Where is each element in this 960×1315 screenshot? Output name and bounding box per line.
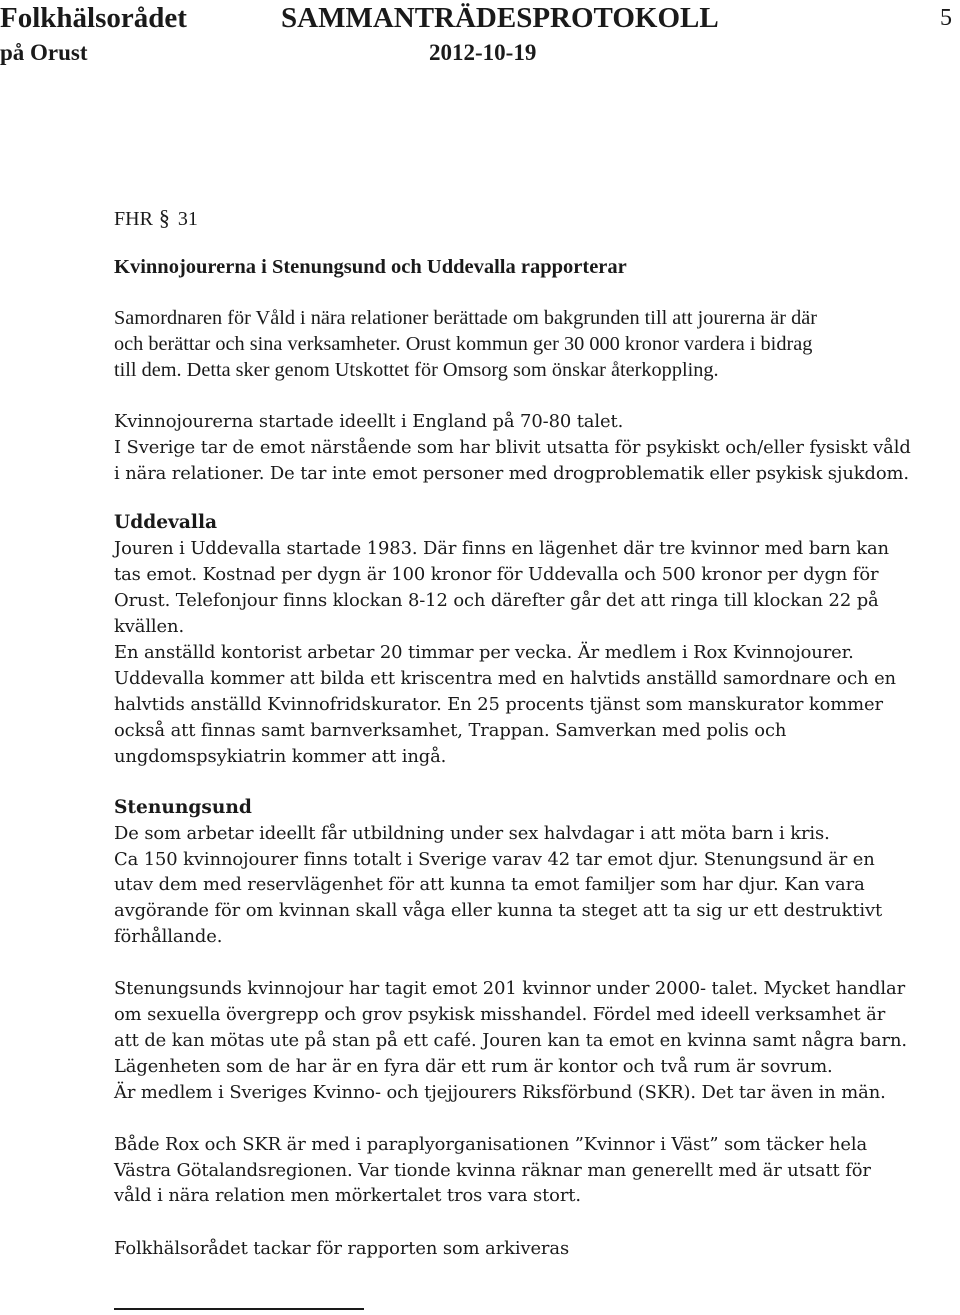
umbrella-organisation-paragraph — [114, 1132, 934, 1210]
text-line: i nära relationer. De tar inte emot personer med drogproblematik eller psykisk sjukdom. — [114, 462, 909, 484]
decision-paragraph — [114, 1236, 934, 1262]
stenungsund-report-paragraph — [114, 976, 934, 1106]
uddevalla-paragraph — [114, 536, 934, 769]
meeting-date: 2012-10-19 — [429, 40, 537, 65]
text-line: I Sverige tar de emot närstående som har blivit utsatta för psykiskt och/eller fysiskt våld — [114, 436, 911, 458]
text-line: Är medlem i Sveriges Kvinno- och tjejjourers Riksförbund (SKR). Det tar även in män. — [114, 1081, 886, 1103]
text-line: kvällen. — [114, 616, 185, 638]
text-line: utav dem med reservlägenhet för att kunna ta emot familjer som har djur. Kan vara — [114, 874, 865, 896]
text-line: Orust. Telefonjour finns klockan 8-12 och därefter går det att ringa till klockan 22 på — [114, 590, 879, 612]
text-line: Stenungsunds kvinnojour har tagit emot 201 kvinnor under 2000- talet. Mycket handlar — [114, 978, 906, 1000]
background-paragraph — [114, 409, 934, 487]
text-line: Både Rox och SKR är med i paraplyorganisationen ”Kvinnor i Väst” som täcker hela — [114, 1133, 868, 1155]
text-line: De som arbetar ideellt får utbildning under sex halvdagar i att möta barn i kris. — [114, 822, 830, 844]
item-heading: Kvinnojourerna i Stenungsund och Uddevalla rapporterar — [114, 256, 627, 278]
text-line: ungdomspsykiatrin kommer att ingå. — [114, 745, 447, 767]
text-line: halvtids anställd Kvinnofridskurator. En 25 procents tjänst som manskurator kommer — [114, 693, 883, 715]
protocol-body — [114, 254, 934, 1262]
text-line: och berättar och sina verksamheter. Orust kommun ger 30 000 kronor vardera i bidrag — [114, 332, 813, 355]
intro-paragraph — [114, 306, 934, 384]
text-line: Samordnaren för Våld i nära relationer berättade om bakgrunden till att jourerna är där — [114, 307, 817, 329]
stenungsund-heading: Stenungsund — [114, 796, 252, 818]
text-line: Jouren i Uddevalla startade 1983. Där finns en lägenhet där tre kvinnor med barn kan — [114, 538, 889, 560]
header-location: på Orust — [0, 40, 88, 65]
section-prefix: FHR — [114, 208, 153, 230]
text-line: också att finnas samt barnverksamhet, Trappan. Samverkan med polis och — [114, 719, 787, 741]
text-line: förhållande. — [114, 926, 223, 948]
text-line: avgörande för om kvinnan skall våga eller kunna ta steget att ta sig ur ett destruktivt — [114, 900, 883, 922]
text-line: Västra Götalandsregionen. Var tionde kvinna räknar man generellt med är utsatt för — [114, 1159, 871, 1181]
section-identifier — [114, 205, 198, 232]
signature-line — [114, 1308, 364, 1310]
header-org: Folkhälsorådet — [0, 2, 187, 34]
section-mark: § — [158, 205, 170, 230]
uddevalla-heading: Uddevalla — [114, 512, 218, 534]
section-number: 31 — [177, 208, 198, 230]
page-number: 5 — [940, 5, 952, 31]
document-title: SAMMANTRÄDESPROTOKOLL — [281, 2, 719, 34]
text-line: att de kan mötas ute på stan på ett café. Jouren kan ta emot en kvinna samt några barn. — [114, 1029, 907, 1051]
text-line: Kvinnojourerna startade ideellt i England på 70-80 talet. — [114, 410, 624, 432]
text-line: om sexuella övergrepp och grov psykisk misshandel. Fördel med ideell verksamhet är — [114, 1004, 886, 1026]
text-line: till dem. Detta sker genom Utskottet för Omsorg som önskar återkoppling. — [114, 358, 719, 381]
text-line: Uddevalla kommer att bilda ett kriscentra med en halvtids anställd samordnare och en — [114, 667, 896, 689]
text-line: våld i nära relation men mörkertalet tros vara stort. — [114, 1185, 581, 1207]
stenungsund-paragraph — [114, 821, 934, 951]
text-line: tas emot. Kostnad per dygn är 100 kronor för Uddevalla och 500 kronor per dygn för — [114, 564, 879, 586]
decision-text: Folkhälsorådet tackar för rapporten som arkiveras — [114, 1238, 570, 1260]
text-line: Lägenheten som de har är en fyra där ett rum är kontor och två rum är sovrum. — [114, 1055, 833, 1077]
text-line: Ca 150 kvinnojourer finns totalt i Sverige varav 42 tar emot djur. Stenungsund är en — [114, 848, 875, 870]
text-line: En anställd kontorist arbetar 20 timmar per vecka. Är medlem i Rox Kvinnojourer. — [114, 642, 854, 664]
